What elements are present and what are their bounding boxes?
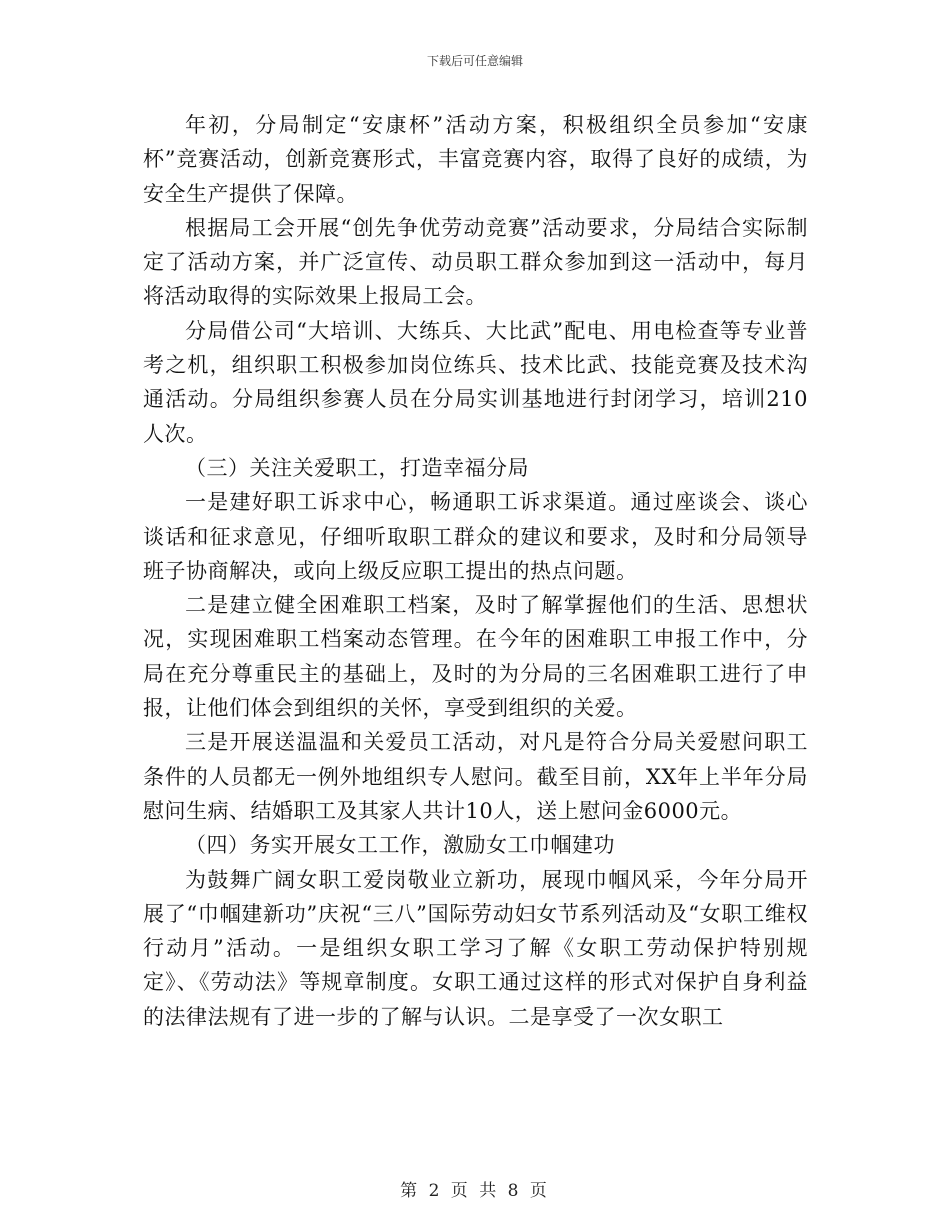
page-footer: 第 2 页 共 8 页 [400,1181,550,1201]
paragraph-labor-competition: 根据局工会开展“创先争优劳动竞赛”活动要求，分局结合实际制定了活动方案，并广泛宣传、动员职工群众参加到这一活动中，每月将活动取得的实际效果上报局工会。 [143,215,808,309]
paragraph-hardship-files: 二是建立健全困难职工档案，及时了解掌握他们的生活、思想状况，实现困难职工档案动态管理。在今年的困难职工申报工作中，分局在充分尊重民主的基础上，及时的为分局的三名困难职工进行了申报，让他们体会到组织的关怀，享受到组织的关爱。 [143,593,808,721]
section-heading-4: （四）务实开展女工工作，激励女工巾帼建功 [185,833,615,858]
paragraph-ankang-cup: 年初，分局制定“安康杯”活动方案，积极组织全员参加“安康杯”竞赛活动，创新竞赛形式，丰富竞赛内容，取得了良好的成绩，为安全生产提供了保障。 [143,113,808,206]
paragraph-appeal-center: 一是建好职工诉求中心，畅通职工诉求渠道。通过座谈会、谈心谈话和征求意见，仔细听取职工群众的建议和要求，及时和分局领导班子协商解决，或向上级反应职工提出的热点问题。 [143,490,808,583]
paragraph-care-activities: 三是开展送温温和关爱员工活动，对凡是符合分局关爱慰问职工条件的人员都无一例外地组织专人慰问。截至目前，XX年上半年分局慰问生病、结婚职工及其家人共计10人，送上慰问金6000元。 [143,730,808,823]
page-header: 下载后可任意编辑 [426,54,523,68]
paragraph-women-workers: 为鼓舞广阔女职工爱岗敬业立新功，展现巾帼风采，今年分局开展了“巾帼建新功”庆祝“三八”国际劳动妇女节系列活动及“女职工维权行动月”活动。一是组织女职工学习了解《女职工劳动保护特别规定》、《劳动法》等规章制度。女职工通过这样的形式对保护自身利益的法律法规有了进一步的了解与认识。二是享受了一次女职工 [143,867,808,1029]
document-body [143,108,808,1034]
section-heading-3: （三）关注关爱职工，打造幸福分局 [185,455,529,480]
paragraph-training: 分局借公司“大培训、大练兵、大比武”配电、用电检查等专业普考之机，组织职工积极参加岗位练兵、技术比武、技能竞赛及技术沟通活动。分局组织参赛人员在分局实训基地进行封闭学习，培训210人次。 [143,318,808,446]
